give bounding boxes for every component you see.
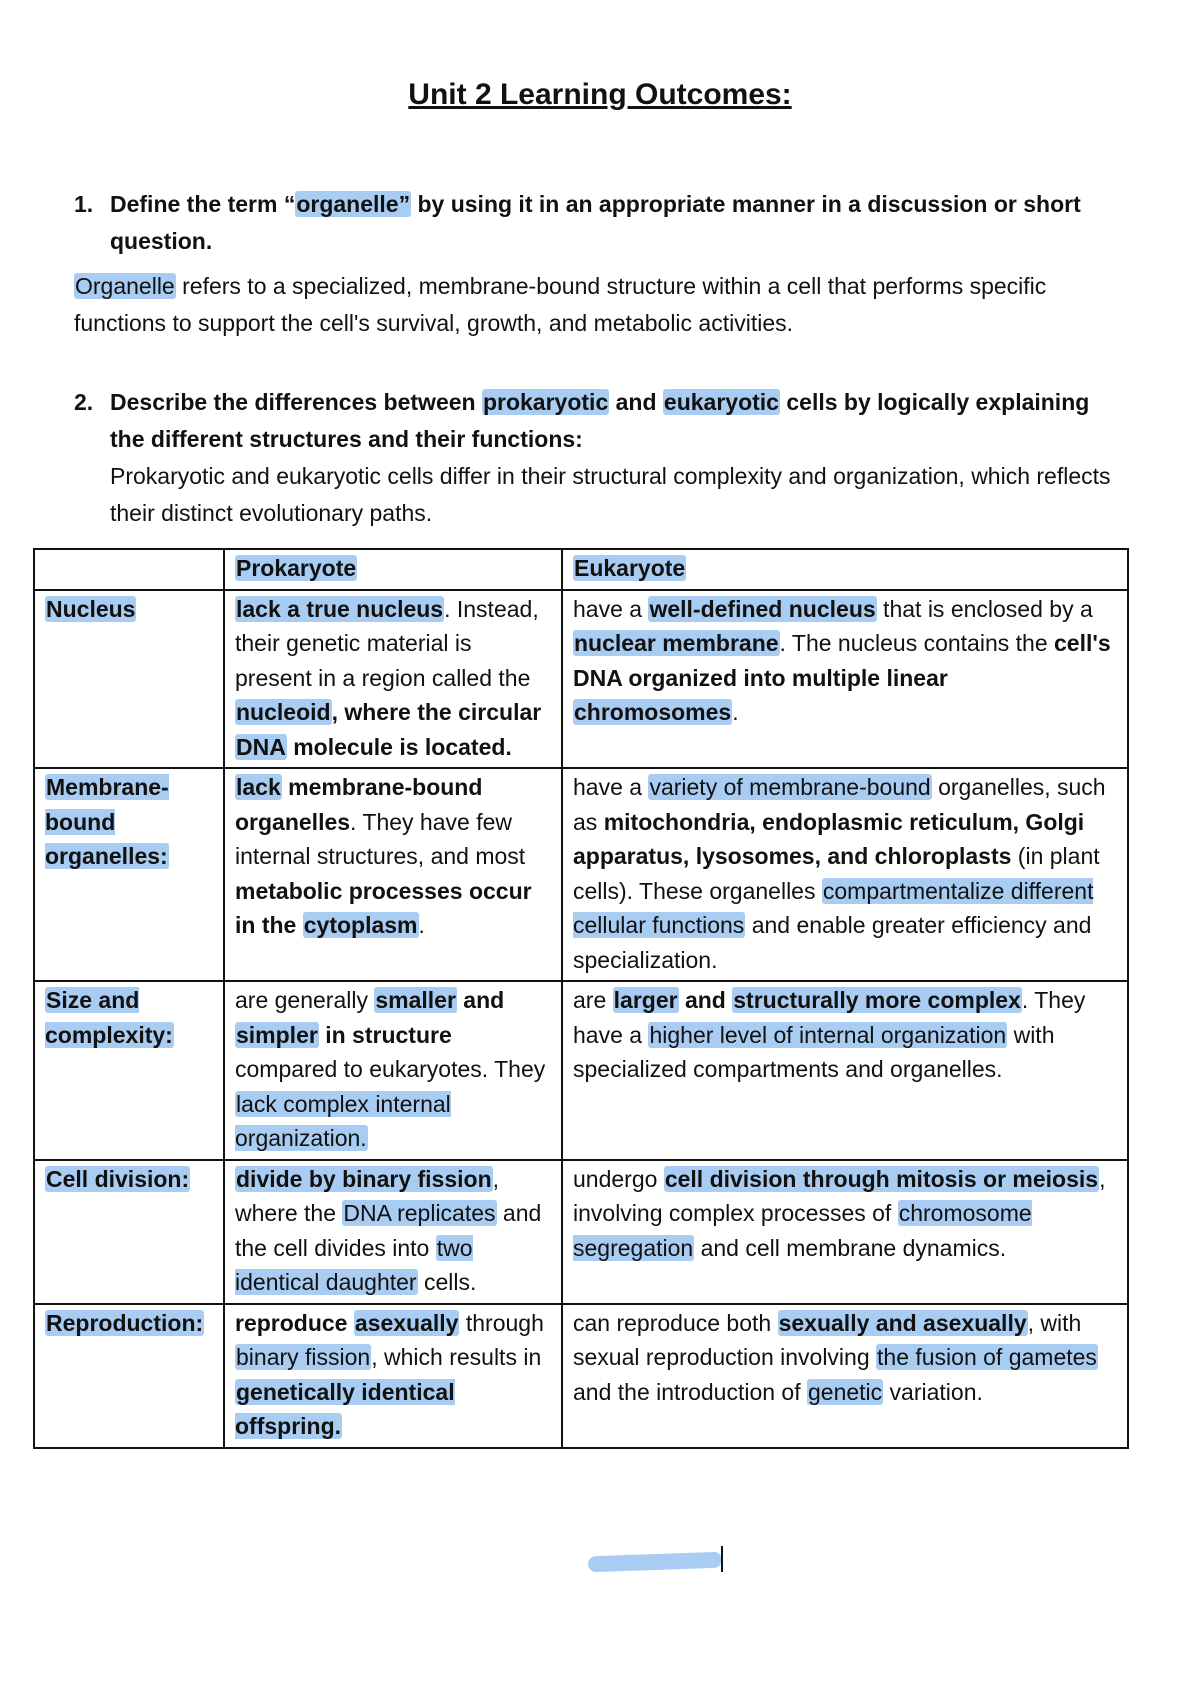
cell-text-segment: in structure: [318, 1021, 452, 1048]
question-2-term-2: eukaryotic: [663, 389, 779, 415]
question-2-number: 2.: [74, 389, 94, 415]
cell-text-segment: and: [456, 987, 505, 1013]
question-1-number: 1.: [74, 191, 94, 217]
cell-text-segment: chromosome segregation: [573, 1200, 1032, 1261]
cell-text-segment: smaller: [375, 987, 456, 1013]
question-2-term-1: prokaryotic: [482, 389, 609, 415]
comparison-table: [33, 548, 1129, 1449]
cell-text-segment: asexually: [354, 1309, 459, 1336]
cell-text-segment: membrane-bound organelles: [235, 774, 483, 835]
row-label: [34, 1160, 224, 1304]
row-label-text: Nucleus: [46, 595, 136, 622]
cell-text-segment: genetically identical offspring.: [235, 1378, 455, 1439]
eukaryote-cell: [562, 981, 1128, 1160]
cell-text-segment: simpler: [236, 1021, 318, 1048]
cell-text-segment: two identical daughter: [235, 1234, 473, 1295]
cell-text-segment: well-defined nucleus: [649, 595, 876, 622]
page-title: Unit 2 Learning Outcomes:: [408, 78, 792, 111]
cell-text-segment: mitochondria, endoplasmic reticulum, Golgi apparatus, lysosomes, and chloroplasts: [573, 808, 1085, 869]
cell-text-segment: and the introduction of: [573, 1378, 807, 1405]
header-prokaryote-label: Prokaryote: [236, 555, 357, 581]
question-1-term: organelle”: [296, 191, 411, 217]
cell-text-segment: cytoplasm: [303, 912, 418, 938]
cell-text-segment: lack: [236, 774, 281, 800]
row-label: [34, 590, 224, 769]
cell-text-segment: DNA replicates: [343, 1200, 496, 1226]
header-cell-prokaryote: [224, 549, 562, 590]
cell-text-segment: chromosomes: [574, 699, 732, 725]
row-label-text: Size and complexity:: [45, 987, 173, 1048]
cell-text-segment: . They have few internal structures, and most: [235, 808, 526, 869]
question-2-text: [110, 384, 1114, 458]
cell-text-segment: can reproduce both: [573, 1309, 778, 1336]
question-1-post: by using it in an appropriate manner in a discussion or short question.: [110, 191, 1081, 254]
cell-text-segment: DNA: [236, 733, 286, 760]
eukaryote-cell: [562, 590, 1128, 769]
cell-text-segment: have a: [573, 595, 649, 622]
cell-text-segment: cells.: [417, 1269, 477, 1295]
answer-1: [74, 268, 1124, 342]
text-cursor: [721, 1546, 723, 1572]
row-label-text: Cell division:: [46, 1165, 190, 1192]
cell-text-segment: . Instead, their genetic material is present in a region called the: [235, 595, 539, 691]
cell-text-segment: undergo: [573, 1165, 664, 1192]
prokaryote-cell: [224, 1304, 562, 1448]
table-row: [34, 1160, 1128, 1304]
cell-text-segment: have a: [573, 774, 649, 800]
cell-text-segment: the fusion of gametes: [877, 1344, 1097, 1370]
question-1-text: [110, 186, 1114, 260]
cell-text-segment: , with sexual reproduction involving: [573, 1309, 1082, 1370]
header-cell-eukaryote: [562, 549, 1128, 590]
cell-text-segment: . They have a: [573, 987, 1086, 1048]
cell-text-segment: and cell membrane dynamics.: [694, 1234, 1007, 1261]
cell-text-segment: larger: [613, 987, 678, 1013]
cell-text-segment: nuclear membrane: [574, 630, 779, 656]
cell-text-segment: , involving complex processes of: [573, 1165, 1106, 1226]
cell-text-segment: with specialized compartments and organelles.: [573, 1021, 1055, 1082]
cell-text-segment: variation.: [883, 1378, 983, 1405]
cell-text-segment: molecule is located.: [286, 733, 512, 760]
cell-text-segment: compared to eukaryotes. They: [235, 1056, 546, 1082]
cell-text-segment: , which results in: [371, 1344, 542, 1370]
header-cell-empty: [34, 549, 224, 590]
cell-text-segment: binary fission: [236, 1344, 371, 1370]
prokaryote-cell: [224, 981, 562, 1160]
cell-text-segment: nucleoid: [236, 699, 331, 725]
highlight-mark: [588, 1552, 722, 1573]
row-label: [34, 981, 224, 1160]
eukaryote-cell: [562, 1304, 1128, 1448]
question-2-post: cells by logically explaining the different structures and their functions:: [110, 389, 1090, 452]
cell-text-segment: cell division through mitosis or meiosis: [664, 1165, 1099, 1192]
cell-text-segment: and enable greater efficiency and specialization.: [573, 912, 1092, 973]
cell-text-segment: are generally: [235, 987, 375, 1013]
cell-text-segment: , where the circular: [331, 699, 542, 725]
question-1: [74, 186, 1114, 260]
row-label: [34, 1304, 224, 1448]
prokaryote-cell: [224, 1160, 562, 1304]
cell-text-segment: and the cell divides into: [235, 1200, 542, 1261]
header-eukaryote-label: Eukaryote: [574, 555, 686, 581]
row-label-text: Reproduction:: [46, 1309, 204, 1336]
table-row: [34, 590, 1128, 769]
question-2: [74, 384, 1114, 458]
row-label: [34, 768, 224, 981]
eukaryote-cell: [562, 1160, 1128, 1304]
row-label-text: Membrane-bound organelles:: [45, 774, 169, 869]
cell-text-segment: higher level of internal organization: [649, 1021, 1007, 1048]
cell-text-segment: structurally more complex: [733, 987, 1021, 1013]
cell-text-segment: , where the: [235, 1165, 500, 1226]
answer-2: Prokaryotic and eukaryotic cells differ in their structural complexity and organization, which reflects their distinct evolutionary paths.: [110, 463, 1111, 526]
cell-text-segment: reproduce: [235, 1309, 354, 1336]
cell-text-segment: variety of membrane-bound: [649, 774, 931, 800]
table-row: [34, 981, 1128, 1160]
cell-text-segment: .: [418, 912, 425, 938]
cell-text-segment: are: [573, 987, 613, 1013]
cell-text-segment: compartmentalize different cellular functions: [573, 877, 1094, 938]
cell-text-segment: divide by binary fission: [236, 1165, 492, 1192]
answer-1-term: Organelle: [75, 273, 175, 299]
prokaryote-cell: [224, 768, 562, 981]
cell-text-segment: organelles, such as: [573, 774, 1106, 835]
question-2-pre: Describe the differences between: [110, 389, 482, 415]
cell-text-segment: sexually and asexually: [778, 1309, 1027, 1336]
answer-1-text: refers to a specialized, membrane-bound structure within a cell that performs specific functions to support the cell's survival, growth, and metabolic activities.: [74, 273, 1047, 336]
table-row: [34, 768, 1128, 981]
cell-text-segment: through: [459, 1309, 544, 1336]
question-1-pre: Define the term “: [110, 191, 296, 217]
cell-text-segment: cell's DNA organized into multiple linear: [573, 630, 1111, 691]
table-header-row: [34, 549, 1128, 590]
cell-text-segment: metabolic processes occur in the: [235, 877, 532, 938]
cell-text-segment: and: [678, 987, 733, 1013]
cell-text-segment: that is enclosed by a: [876, 595, 1093, 622]
cell-text-segment: . The nucleus contains the: [779, 630, 1055, 656]
cell-text-segment: lack a true nucleus: [236, 595, 444, 622]
question-2-mid: and: [609, 389, 663, 415]
eukaryote-cell: [562, 768, 1128, 981]
cell-text-segment: .: [732, 699, 739, 725]
table-row: [34, 1304, 1128, 1448]
cell-text-segment: (in plant cells). These organelles: [573, 843, 1100, 904]
cell-text-segment: lack complex internal organization.: [235, 1090, 451, 1151]
cell-text-segment: genetic: [808, 1378, 883, 1405]
prokaryote-cell: [224, 590, 562, 769]
